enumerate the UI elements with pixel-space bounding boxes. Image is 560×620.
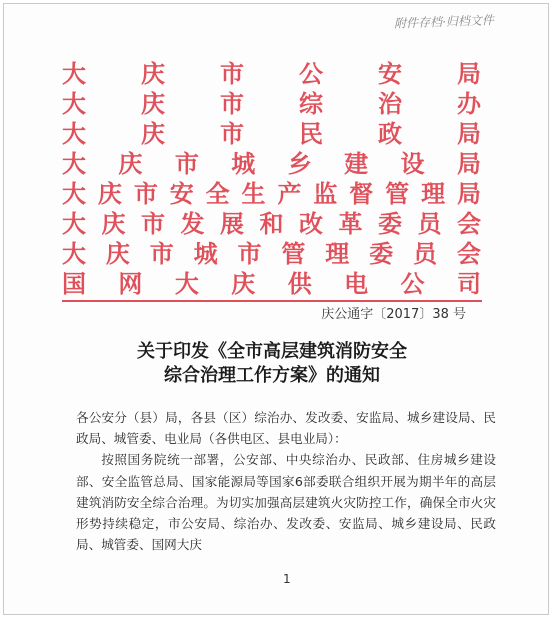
issuer-line [62, 116, 482, 146]
issuer-char: 综 [299, 89, 324, 118]
issuer-char: 庆 [141, 59, 166, 88]
issuer-char: 市 [220, 119, 245, 148]
issuer-char: 大 [62, 89, 87, 118]
issuer-char: 公 [400, 269, 426, 298]
issuer-char: 市 [133, 179, 159, 208]
issuer-char: 大 [174, 269, 200, 298]
issuer-char: 督 [349, 179, 375, 208]
issuer-char: 大 [62, 149, 87, 178]
issuer-char: 市 [149, 239, 175, 268]
issuer-char: 革 [338, 209, 364, 238]
issuer-char: 大 [62, 209, 87, 238]
issuer-char: 电 [344, 269, 370, 298]
issuer-line [62, 266, 482, 296]
issuer-char: 乡 [287, 149, 313, 178]
issuer-char: 局 [456, 179, 482, 208]
issuer-char: 全 [205, 179, 231, 208]
issuer-line [62, 236, 482, 266]
issuer-char: 庆 [231, 269, 257, 298]
issuer-char: 员 [417, 209, 443, 238]
issuer-char: 局 [456, 149, 482, 178]
issuer-char: 庆 [141, 119, 166, 148]
issuer-char: 委 [378, 209, 403, 238]
issuer-char: 供 [287, 269, 313, 298]
issuer-char: 局 [457, 119, 482, 148]
recipients-paragraph: 各公安分（县）局，各县（区）综治办、发改委、安监局、城乡建设局、民政局、城管委、电业局（各供电区、县电业局）： [76, 410, 496, 447]
issuer-char: 庆 [118, 149, 144, 178]
issuer-char: 理 [325, 239, 351, 268]
issuer-char: 庆 [141, 89, 166, 118]
issuer-char: 大 [62, 59, 87, 88]
issuer-char: 安 [378, 59, 403, 88]
issuer-char: 局 [457, 59, 482, 88]
issuer-char: 管 [281, 239, 307, 268]
issuer-char: 产 [277, 179, 303, 208]
issuer-char: 市 [220, 59, 245, 88]
issuer-char: 治 [378, 89, 403, 118]
issuer-char: 民 [299, 119, 324, 148]
issuer-char: 管 [385, 179, 411, 208]
issuer-char: 改 [299, 209, 324, 238]
issuer-char: 安 [169, 179, 195, 208]
issuer-char: 员 [413, 239, 438, 268]
document-number: 庆公通字〔2017〕38 号 [321, 307, 466, 322]
issuer-char: 理 [421, 179, 447, 208]
document-title [62, 340, 482, 388]
body-paragraph: 按照国务院统一部署，公安部、中央综治办、民政部、住房城乡建设部、安全监管总局、国家能源局等国家6部委联合组织开展为期半年的高层建筑消防安全综合治理。为切实加强高层建筑火灾防控工作，确保全市火灾形势持续稳定，市公安局、综治办、发改委、安监局、城乡建设局、民政局、城管委、国网大庆 [76, 452, 496, 553]
issuer-char: 建 [344, 149, 370, 178]
issuer-char: 庆 [105, 239, 131, 268]
issuer-char: 城 [193, 239, 219, 268]
issuer-char: 国 [62, 269, 87, 298]
issuer-block [62, 56, 482, 296]
page-number: 1 [283, 572, 291, 586]
issuer-char: 会 [456, 239, 482, 268]
issuer-char: 委 [369, 239, 395, 268]
issuer-char: 展 [220, 209, 245, 238]
issuer-line [62, 56, 482, 86]
issuer-line [62, 176, 482, 206]
issuer-char: 生 [241, 179, 267, 208]
issuer-char: 监 [313, 179, 339, 208]
issuer-char: 网 [118, 269, 144, 298]
issuer-char: 和 [259, 209, 285, 238]
red-separator-line [62, 300, 482, 302]
issuer-char: 城 [231, 149, 257, 178]
issuer-char: 大 [62, 239, 87, 268]
issuer-line [62, 146, 482, 176]
issuer-line [62, 86, 482, 116]
issuer-char: 司 [456, 269, 482, 298]
document-body [76, 407, 496, 555]
issuer-char: 会 [457, 209, 482, 238]
issuer-char: 办 [457, 89, 482, 118]
issuer-char: 庆 [101, 209, 127, 238]
issuer-char: 大 [62, 179, 87, 208]
handwritten-note: 附件存档·归档文件 [393, 13, 495, 31]
issuer-char: 大 [62, 119, 87, 148]
issuer-char: 公 [299, 59, 324, 88]
title-line-1: 关于印发《全市高层建筑消防安全 [137, 341, 407, 362]
issuer-char: 市 [237, 239, 263, 268]
issuer-char: 市 [220, 89, 245, 118]
issuer-line [62, 206, 482, 236]
issuer-char: 市 [141, 209, 166, 238]
issuer-char: 政 [378, 119, 403, 148]
document-page [3, 3, 549, 615]
issuer-char: 市 [174, 149, 200, 178]
issuer-char: 庆 [97, 179, 123, 208]
issuer-char: 设 [400, 149, 426, 178]
issuer-char: 发 [180, 209, 206, 238]
title-line-2: 综合治理工作方案》的通知 [164, 365, 380, 386]
